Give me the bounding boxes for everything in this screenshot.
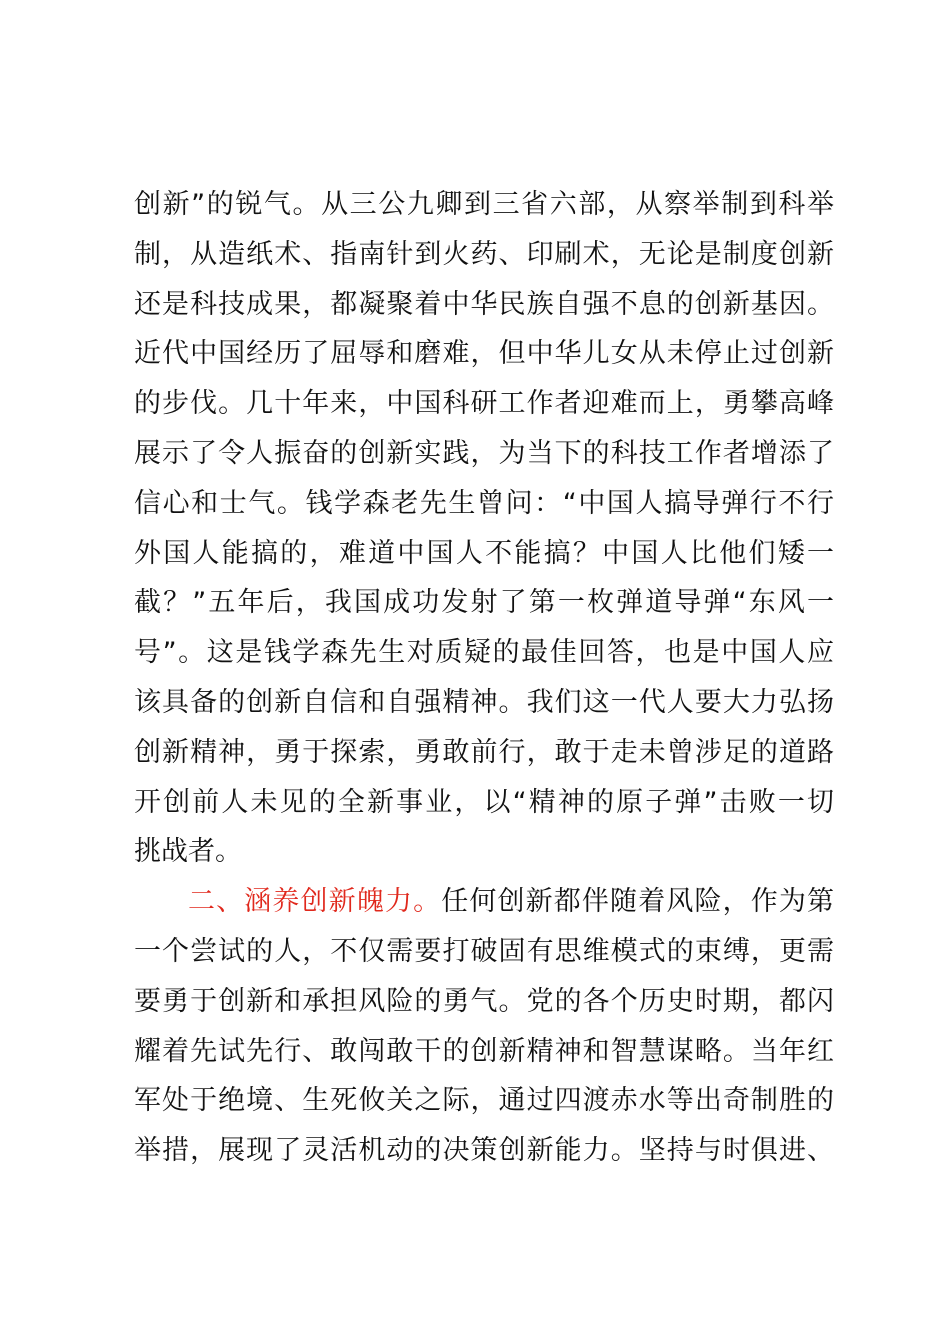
text-line: 展示了令人振奋的创新实践，为当下的科技工作者增添了 [134, 437, 834, 469]
text-line: 号”。这是钱学森先生对质疑的最佳回答，也是中国人应 [134, 637, 834, 669]
text-line: 制，从造纸术、指南针到火药、印刷术，无论是制度创新 [134, 238, 834, 270]
text-line: 一个尝试的人，不仅需要打破固有思维模式的束缚，更需 [134, 935, 834, 967]
text-line: 举措，展现了灵活机动的决策创新能力。坚持与时俱进、 [134, 1135, 834, 1167]
text-line: 创新精神，勇于探索，勇敢前行，敢于走未曾涉足的道路 [134, 736, 834, 768]
text-line: 信心和士气。钱学森老先生曾问：“中国人搞导弹行不行 [134, 487, 834, 519]
text-line: 开创前人未见的全新事业，以“精神的原子弹”击败一切 [134, 786, 834, 818]
text-line: 军处于绝境、生死攸关之际，通过四渡赤水等出奇制胜的 [134, 1085, 834, 1117]
text-line: 截？”五年后，我国成功发射了第一枚弹道导弹“东风一 [134, 587, 834, 619]
section-heading-line [134, 877, 834, 927]
text-line: 耀着先试先行、敢闯敢干的创新精神和智慧谋略。当年红 [134, 1035, 834, 1067]
text-line: 挑战者。 [134, 836, 242, 868]
text-line: 要勇于创新和承担风险的勇气。党的各个历史时期，都闪 [134, 985, 834, 1017]
text-line: 外国人能搞的，难道中国人不能搞？中国人比他们矮一 [134, 537, 834, 569]
text-line: 还是科技成果，都凝聚着中华民族自强不息的创新基因。 [134, 288, 834, 320]
section-heading: 二、涵养创新魄力。 [188, 886, 442, 918]
text-line: 创新”的锐气。从三公九卿到三省六部，从察举制到科举 [134, 189, 834, 220]
section-heading-rest: 任何创新都伴随着风险，作为第 [441, 886, 834, 918]
text-line: 近代中国经历了屈辱和磨难，但中华儿女从未停止过创新 [134, 338, 834, 370]
text-line: 的步伐。几十年来，中国科研工作者迎难而上，勇攀高峰 [134, 388, 834, 420]
text-line: 该具备的创新自信和自强精神。我们这一代人要大力弘扬 [134, 686, 834, 718]
body-text [134, 180, 834, 1176]
